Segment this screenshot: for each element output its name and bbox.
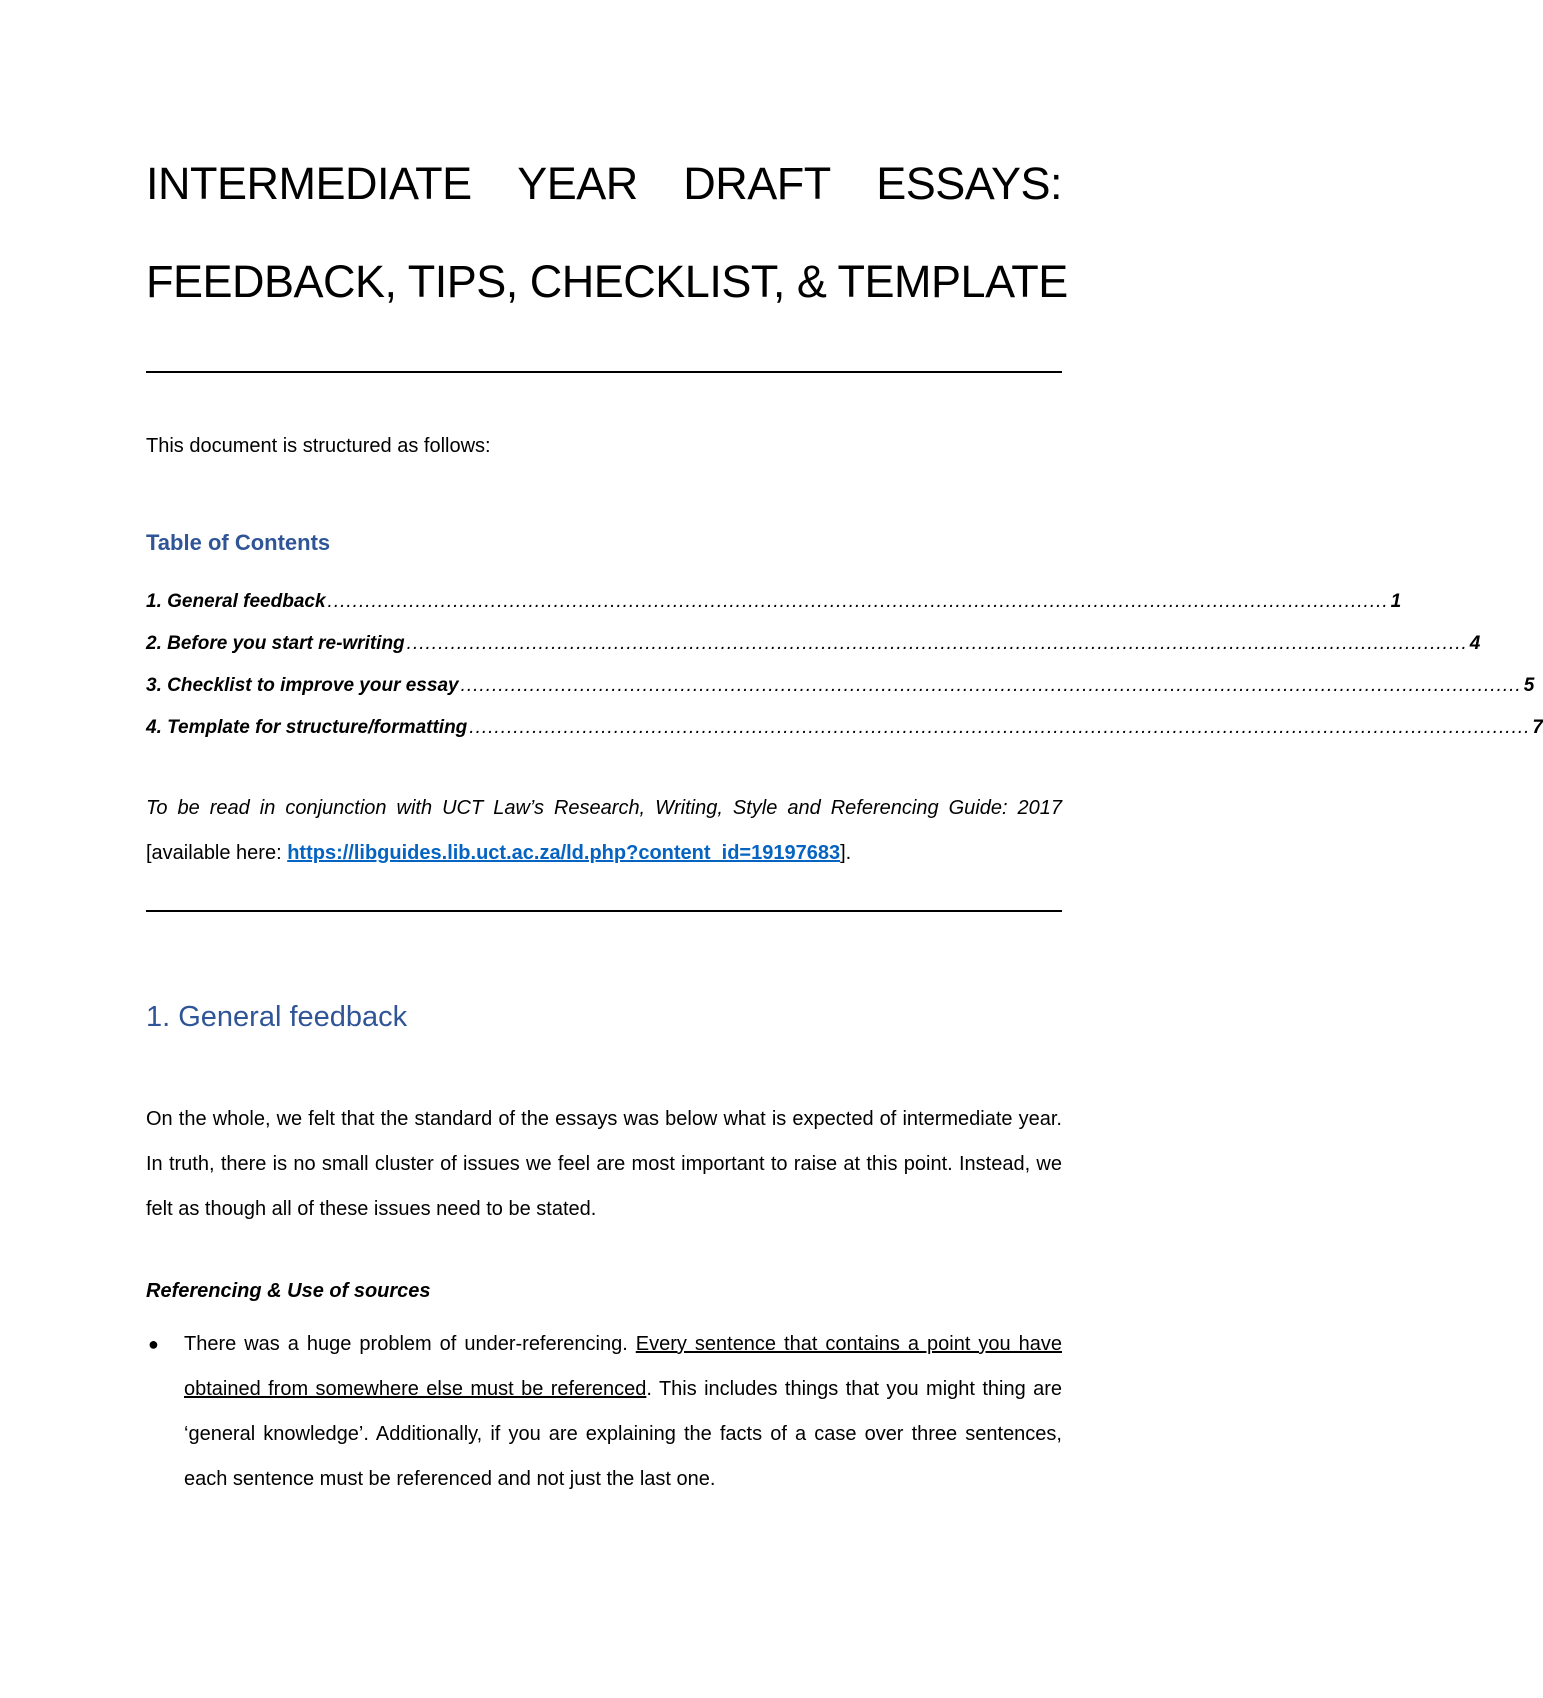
document-title-line-2: FEEDBACK, TIPS, CHECKLIST, & TEMPLATE bbox=[146, 256, 1068, 307]
toc-entry-page: 1 bbox=[1390, 591, 1402, 612]
bullet-text-end: . This includes things that you might thing are ‘general knowledge’. Additionally, if you are explaining the facts of a case over three sentences, each sentence must be referenced and not just the last one. bbox=[184, 1378, 1062, 1490]
toc-leader-dots: ......................................................................................................................................................................... bbox=[460, 675, 1522, 696]
title-word: ESSAYS: bbox=[876, 158, 1062, 209]
toc-leader-dots: ......................................................................................................................................................................... bbox=[327, 591, 1389, 612]
toc-entry-label: 3. Checklist to improve your essay bbox=[146, 675, 459, 696]
title-word: DRAFT bbox=[683, 158, 831, 209]
toc-entry-label: 4. Template for structure/formatting bbox=[146, 717, 468, 738]
toc-entry-page: 7 bbox=[1532, 717, 1543, 738]
title-word: YEAR bbox=[517, 158, 638, 209]
toc-entry[interactable] bbox=[146, 675, 1535, 717]
bullet-list bbox=[146, 1322, 1062, 1502]
toc-entry-page: 4 bbox=[1469, 633, 1481, 654]
intro-text: This document is structured as follows: bbox=[146, 435, 491, 457]
list-item bbox=[146, 1322, 1062, 1502]
section-heading: 1. General feedback bbox=[146, 1001, 408, 1033]
toc-entry[interactable] bbox=[146, 633, 1481, 675]
toc-leader-dots: ......................................................................................................................................................................... bbox=[406, 633, 1468, 654]
toc-entry-label: 2. Before you start re-writing bbox=[146, 633, 405, 654]
toc-entry-page: 5 bbox=[1523, 675, 1535, 696]
horizontal-divider bbox=[146, 371, 1062, 373]
toc-leader-dots: ......................................................................................................................................................................... bbox=[469, 717, 1531, 738]
toc-entry-label: 1. General feedback bbox=[146, 591, 326, 612]
toc-entry[interactable] bbox=[146, 717, 1543, 759]
reference-note-suffix: ]. bbox=[840, 842, 852, 864]
title-word: INTERMEDIATE bbox=[146, 158, 472, 209]
document-title-line-1 bbox=[146, 158, 1062, 209]
bullet-icon: ● bbox=[148, 1334, 159, 1354]
reference-note-italic: To be read in conjunction with UCT Law’s Research, Writing, Style and Referencing Guide: 2017 bbox=[146, 797, 1062, 819]
table-of-contents bbox=[146, 591, 1543, 759]
toc-heading: Table of Contents bbox=[146, 530, 331, 555]
horizontal-divider bbox=[146, 910, 1062, 912]
toc-entry[interactable] bbox=[146, 591, 1402, 633]
bullet-text-underlined: Every sentence that contains a point you have obtained from somewhere else must be referenced bbox=[184, 1333, 1062, 1400]
bullet-text-start: There was a huge problem of under-referencing. bbox=[184, 1333, 636, 1355]
section-paragraph: On the whole, we felt that the standard of the essays was below what is expected of intermediate year. In truth, there is no small cluster of issues we feel are most important to raise at this point. Instead, we felt as though all of these issues need to be stated. bbox=[146, 1108, 1062, 1220]
section-subheading: Referencing & Use of sources bbox=[146, 1280, 431, 1302]
reference-note bbox=[146, 786, 1062, 876]
guide-link[interactable]: https://libguides.lib.uct.ac.za/ld.php?content_id=19197683 bbox=[287, 842, 841, 864]
reference-note-prefix: [available here: bbox=[146, 842, 288, 864]
